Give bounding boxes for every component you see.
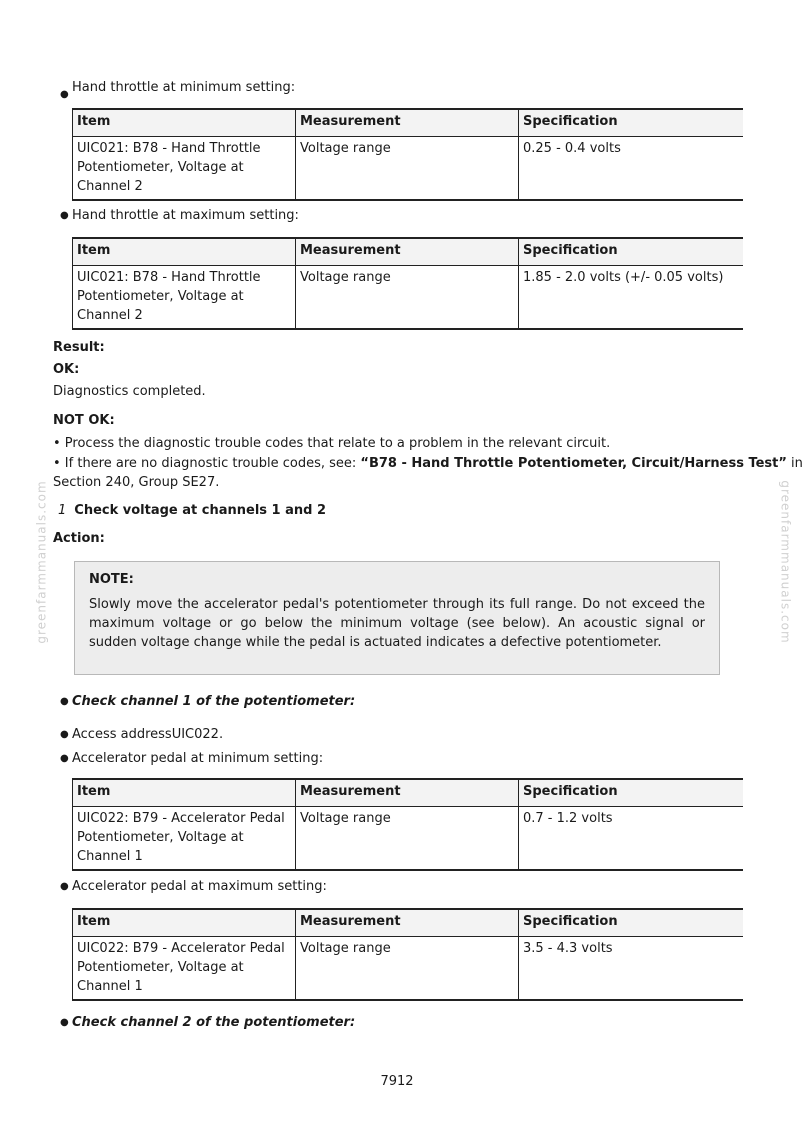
step-title: Check voltage at channels 1 and 2	[74, 503, 327, 518]
bullet-text: Check channel 2 of the potentiometer:	[72, 1015, 356, 1030]
header-item: Item	[73, 238, 296, 266]
header-specification: Specification	[519, 909, 743, 937]
cross-reference-link[interactable]: “B78 - Hand Throttle Potentiometer, Circuit/Harness Test”	[360, 456, 787, 471]
header-specification: Specification	[519, 238, 743, 266]
cell-measurement: Voltage range	[296, 807, 519, 871]
spec-table-hand-min	[72, 108, 743, 201]
ok-text: Diagnostics completed.	[53, 384, 206, 399]
step-heading	[58, 503, 326, 518]
header-measurement: Measurement	[296, 238, 519, 266]
header-specification: Specification	[519, 109, 743, 137]
page-number: 7912	[380, 1074, 414, 1089]
bullet-text: Accelerator pedal at minimum setting:	[72, 751, 324, 766]
not-ok-line-3: Section 240, Group SE27.	[53, 475, 220, 490]
watermark-left: greenfarmmanuals.com	[34, 480, 49, 644]
header-measurement: Measurement	[296, 909, 519, 937]
bullet-check-channel-2: ● Check channel 2 of the potentiometer:	[60, 1015, 356, 1030]
action-label: Action:	[53, 531, 105, 546]
header-item: Item	[73, 909, 296, 937]
step-number: 1	[58, 503, 67, 518]
spec-table-accel-max	[72, 908, 743, 1001]
spec-table-hand-max	[72, 237, 743, 330]
table-row	[73, 937, 743, 1001]
note-text: Slowly move the accelerator pedal's potentiometer through its full range. Do not exceed the maximum voltage or go below the minimum voltage (see below). An acoustic signal or sudden voltage change while the pedal is actuated indicates a defective potentiometer.	[89, 597, 705, 650]
not-ok-line-2	[53, 456, 803, 471]
bullet-accel-min: ● Accelerator pedal at minimum setting:	[60, 751, 324, 766]
table-row	[73, 807, 743, 871]
cell-item: UIC021: B78 - Hand Throttle Potentiometer, Voltage at Channel 2	[73, 266, 296, 330]
watermark-right: greenfarmmanuals.com	[778, 480, 793, 644]
cell-measurement: Voltage range	[296, 937, 519, 1001]
bullet-check-channel-1: ● Check channel 1 of the potentiometer:	[60, 694, 356, 709]
spec-table-accel-min	[72, 778, 743, 871]
ok-label: OK:	[53, 362, 80, 377]
bullet-text: Hand throttle at maximum setting:	[72, 208, 299, 223]
cell-specification: 1.85 - 2.0 volts (+/- 0.05 volts)	[519, 266, 743, 330]
cell-item: UIC022: B79 - Accelerator Pedal Potentiometer, Voltage at Channel 1	[73, 937, 296, 1001]
bullet-hand-throttle-max: ● Hand throttle at maximum setting:	[60, 208, 299, 223]
bullet-access-address: ● Access addressUIC022.	[60, 727, 224, 742]
note-title: NOTE:	[89, 572, 134, 587]
header-measurement: Measurement	[296, 779, 519, 807]
bullet-text: Accelerator pedal at maximum setting:	[72, 879, 327, 894]
table-row	[73, 137, 743, 201]
bullet-text: Check channel 1 of the potentiometer:	[72, 694, 356, 709]
cell-specification: 3.5 - 4.3 volts	[519, 937, 743, 1001]
table-row	[73, 266, 743, 330]
header-specification: Specification	[519, 779, 743, 807]
cell-measurement: Voltage range	[296, 137, 519, 201]
header-item: Item	[73, 779, 296, 807]
header-item: Item	[73, 109, 296, 137]
not-ok-label: NOT OK:	[53, 413, 115, 428]
cell-item: UIC021: B78 - Hand Throttle Potentiometer, Voltage at Channel 2	[73, 137, 296, 201]
cell-measurement: Voltage range	[296, 266, 519, 330]
cell-specification: 0.7 - 1.2 volts	[519, 807, 743, 871]
not-ok-line-1: • Process the diagnostic trouble codes that relate to a problem in the relevant circuit.	[53, 436, 611, 451]
result-label: Result:	[53, 340, 105, 355]
bullet-accel-max: ● Accelerator pedal at maximum setting:	[60, 879, 327, 894]
bullet-text: Hand throttle at minimum setting:	[72, 80, 296, 95]
bullet-text: Access addressUIC022.	[72, 727, 224, 742]
cell-item: UIC022: B79 - Accelerator Pedal Potentiometer, Voltage at Channel 1	[73, 807, 296, 871]
not-ok-line-2-post: in	[786, 456, 803, 471]
not-ok-line-2-pre: • If there are no diagnostic trouble codes, see:	[53, 456, 361, 471]
note-box	[74, 561, 720, 675]
bullet-hand-throttle-min: ● Hand throttle at minimum setting:	[60, 80, 296, 100]
cell-specification: 0.25 - 0.4 volts	[519, 137, 743, 201]
header-measurement: Measurement	[296, 109, 519, 137]
